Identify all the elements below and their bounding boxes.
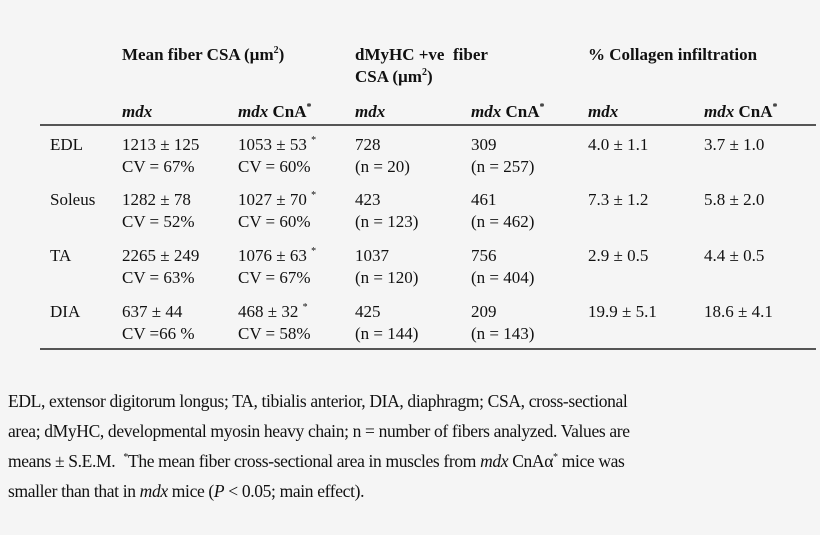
subheader-italic: mdx	[704, 102, 735, 121]
subheader-sup: *	[539, 102, 545, 113]
subheader-dmyhc-mdx	[355, 101, 385, 123]
cell-n: (n = 123)	[355, 212, 419, 231]
cell-value: 1213 ± 125	[122, 135, 200, 154]
cell-n: (n = 257)	[471, 157, 535, 176]
cell-collagen-mdx: 19.9 ± 5.1	[588, 302, 657, 321]
cell-value: 209	[471, 302, 497, 321]
subheader-sup: *	[772, 102, 778, 113]
cell-collagen-cna: 5.8 ± 2.0	[704, 190, 765, 209]
caption-text: means ± S.E.M.	[8, 451, 124, 471]
cell-dmyhc-mdx	[355, 301, 418, 345]
cell-value: 1037	[355, 246, 389, 265]
header-text: % Collagen infiltration	[588, 45, 758, 64]
caption-italic: mdx	[480, 451, 509, 471]
cell-n: (n = 404)	[471, 268, 535, 287]
header-collagen-infiltration	[588, 44, 757, 66]
subheader-sup: *	[306, 102, 312, 113]
cell-dmyhc-mdx	[355, 245, 418, 289]
footnote-marker: *	[553, 452, 558, 463]
cell-n: (n = 462)	[471, 212, 535, 231]
cell-collagen-mdx: 7.3 ± 1.2	[588, 190, 649, 209]
subheader-collagen-cna	[704, 101, 778, 123]
header-sup: 2	[273, 45, 279, 56]
cell-value: 728	[355, 135, 381, 154]
header-line1: dMyHC +ve fiber	[355, 45, 488, 64]
footnote-marker: *	[123, 452, 128, 463]
caption-text: CnAα	[508, 451, 554, 471]
cell-value: 756	[471, 246, 497, 265]
bottom-rule	[40, 348, 816, 350]
row-label: DIA	[50, 302, 81, 321]
significance-marker: *	[302, 302, 308, 313]
cell-value: 425	[355, 302, 381, 321]
caption-italic: mdx	[139, 481, 168, 501]
cell-dmyhc-cna	[471, 189, 534, 233]
cell-n: (n = 20)	[355, 157, 410, 176]
cell-cv: CV = 67%	[238, 268, 311, 287]
cell-csa-mdx	[122, 245, 199, 289]
cell-cv: CV = 52%	[122, 212, 195, 231]
cell-cv: CV = 63%	[122, 268, 195, 287]
header-text: CSA (µm	[355, 67, 422, 86]
cell-collagen-cna: 4.4 ± 0.5	[704, 246, 765, 265]
subheader-dmyhc-cna	[471, 101, 545, 123]
cell-dmyhc-cna	[471, 245, 534, 289]
header-rule	[40, 124, 816, 126]
cell-collagen-mdx: 4.0 ± 1.1	[588, 135, 649, 154]
cell-dmyhc-mdx	[355, 134, 410, 178]
row-label: EDL	[50, 135, 84, 154]
cell-value: 461	[471, 190, 497, 209]
caption-text: mice (	[167, 481, 214, 501]
header-sup: 2	[421, 67, 427, 78]
cell-value-wrap	[238, 301, 311, 323]
row-label: Soleus	[50, 190, 96, 209]
cell-n: (n = 144)	[355, 324, 419, 343]
cell-collagen-cna: 3.7 ± 1.0	[704, 135, 765, 154]
caption-line	[8, 446, 816, 476]
cell-csa-cna	[238, 245, 316, 289]
subheader-rest: CnA	[734, 102, 773, 121]
cell-cv: CV = 58%	[238, 324, 311, 343]
subheader-italic: mdx	[355, 102, 386, 121]
cell-value-wrap	[238, 245, 316, 267]
cell-value-wrap	[238, 134, 316, 156]
header-mean-fiber-csa	[122, 44, 284, 66]
significance-marker: *	[311, 190, 317, 201]
cell-value: 1027 ± 70	[238, 190, 307, 209]
subheader-italic: mdx	[238, 102, 269, 121]
subheader-italic: mdx	[471, 102, 502, 121]
caption-line	[8, 476, 816, 506]
cell-dmyhc-cna	[471, 134, 534, 178]
cell-dmyhc-mdx	[355, 189, 418, 233]
cell-value: 309	[471, 135, 497, 154]
header-tail: )	[426, 67, 433, 86]
cell-n: (n = 120)	[355, 268, 419, 287]
subheader-csa-cna	[238, 101, 312, 123]
subheader-collagen-mdx	[588, 101, 618, 123]
caption-italic: P	[213, 481, 225, 501]
caption-text: mice was	[557, 451, 625, 471]
cell-value: 1282 ± 78	[122, 190, 191, 209]
cell-csa-cna	[238, 301, 311, 345]
cell-cv: CV = 60%	[238, 157, 311, 176]
cell-cv: CV = 67%	[122, 157, 195, 176]
cell-csa-mdx	[122, 134, 199, 178]
cell-csa-cna	[238, 134, 316, 178]
significance-marker: *	[311, 246, 317, 257]
cell-value: 1076 ± 63	[238, 246, 307, 265]
caption-line: area; dMyHC, developmental myosin heavy chain; n = number of fibers analyzed. Values are	[8, 421, 630, 441]
cell-csa-mdx	[122, 301, 195, 345]
cell-value: 2265 ± 249	[122, 246, 200, 265]
significance-marker: *	[311, 135, 317, 146]
caption-text: smaller than that in	[8, 481, 140, 501]
cell-value: 423	[355, 190, 381, 209]
row-label: TA	[50, 246, 72, 265]
cell-value: 1053 ± 53	[238, 135, 307, 154]
caption-line: EDL, extensor digitorum longus; TA, tibialis anterior, DIA, diaphragm; CSA, cross-sectional	[8, 391, 628, 411]
cell-csa-cna	[238, 189, 316, 233]
header-text: Mean fiber CSA (µm	[122, 45, 274, 64]
subheader-csa-mdx	[122, 101, 152, 123]
cell-cv: CV =66 %	[122, 324, 195, 343]
subheader-rest: CnA	[268, 102, 307, 121]
cell-value: 637 ± 44	[122, 302, 183, 321]
subheader-italic: mdx	[588, 102, 619, 121]
header-dmyhc-fiber-csa	[355, 44, 488, 88]
cell-csa-mdx	[122, 189, 195, 233]
cell-n: (n = 143)	[471, 324, 535, 343]
header-line2	[355, 66, 488, 88]
caption-text: < 0.05; main effect).	[224, 481, 365, 501]
caption-text: The mean fiber cross-sectional area in muscles from	[127, 451, 481, 471]
subheader-rest: CnA	[501, 102, 540, 121]
table-caption	[8, 386, 816, 506]
cell-cv: CV = 60%	[238, 212, 311, 231]
subheader-italic: mdx	[122, 102, 153, 121]
header-tail: )	[278, 45, 285, 64]
cell-collagen-cna: 18.6 ± 4.1	[704, 302, 773, 321]
cell-collagen-mdx: 2.9 ± 0.5	[588, 246, 649, 265]
cell-value: 468 ± 32	[238, 302, 299, 321]
cell-value-wrap	[238, 189, 316, 211]
cell-dmyhc-cna	[471, 301, 534, 345]
